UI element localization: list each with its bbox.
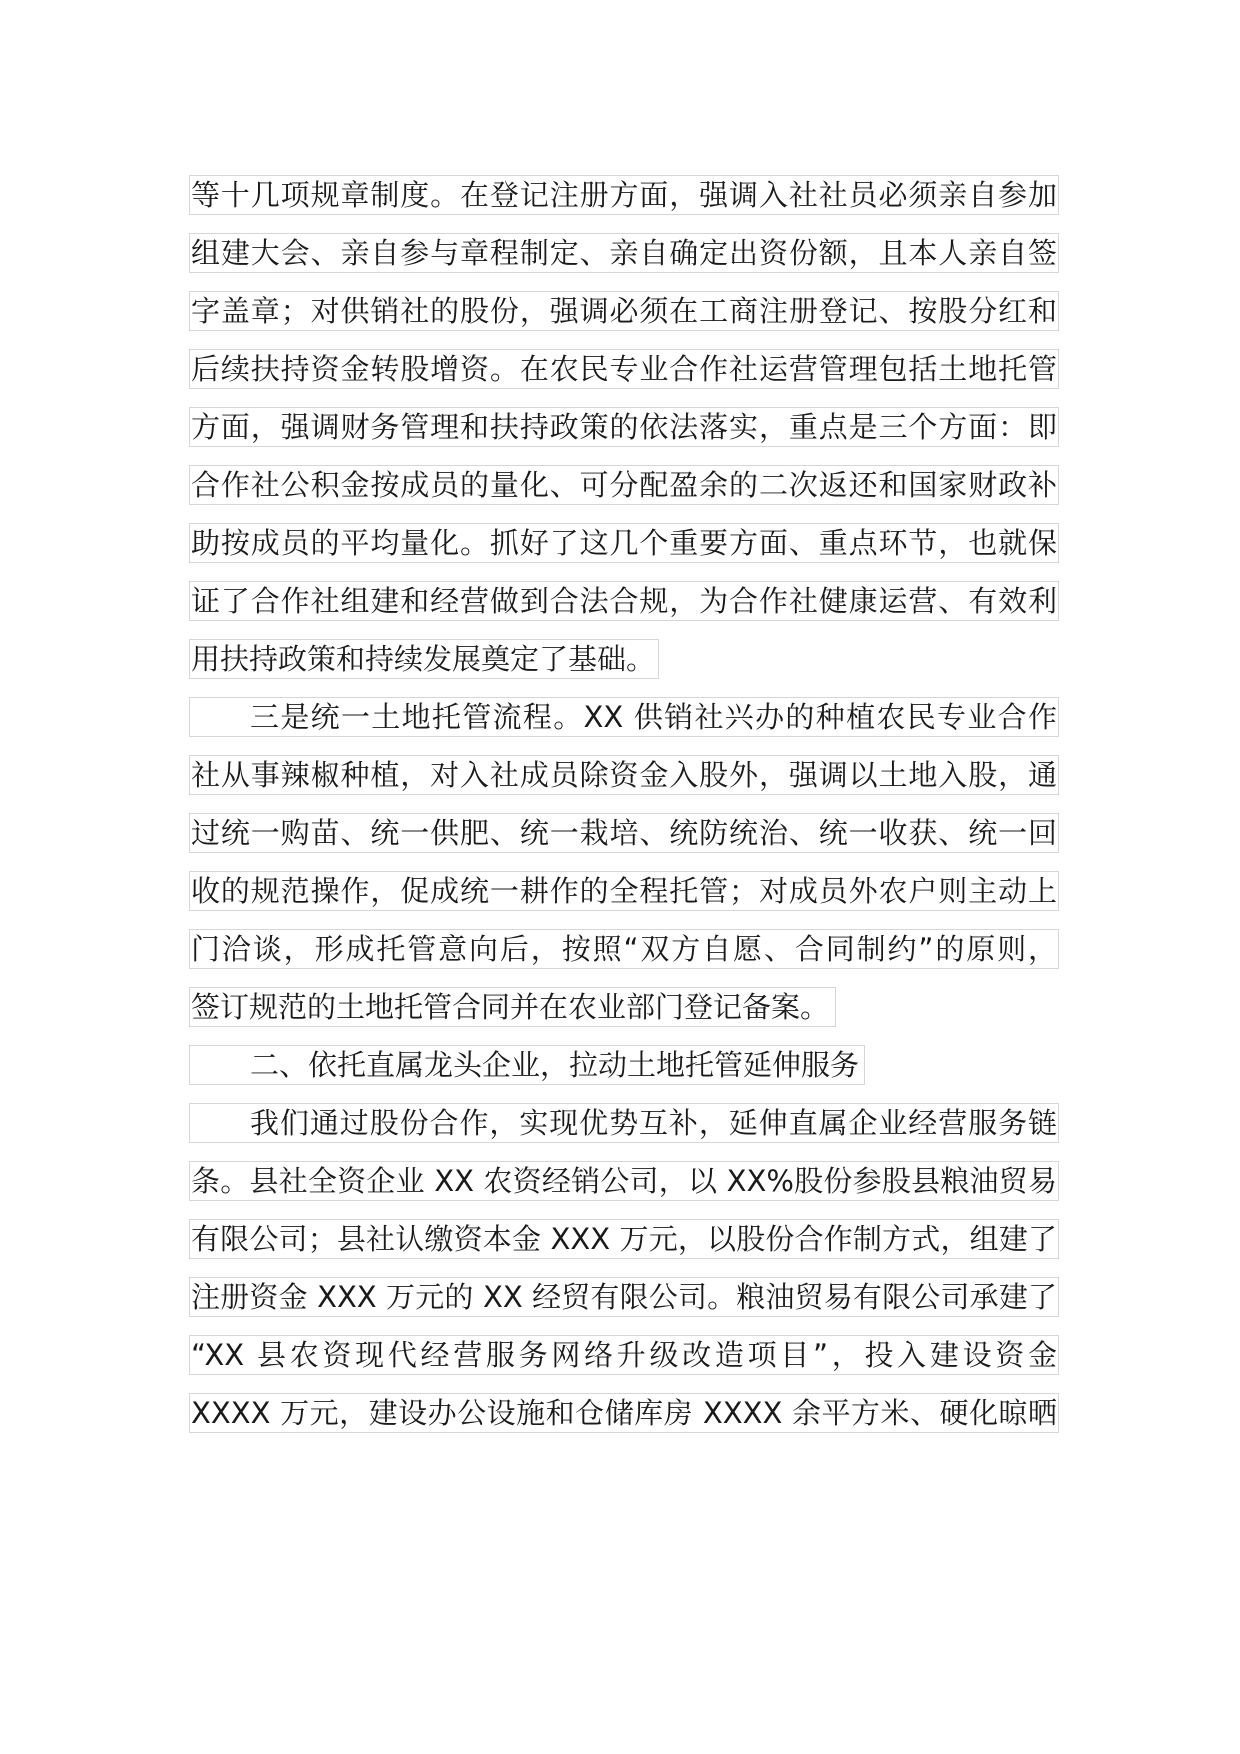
text-line: 组建大会、亲自参与章程制定、亲自确定出资份额，且本人亲自签 <box>189 233 1059 273</box>
text-line: 签订规范的土地托管合同并在农业部门登记备案。 <box>189 987 836 1027</box>
text-line: 过统一购苗、统一供肥、统一栽培、统防统治、统一收获、统一回 <box>189 813 1059 853</box>
text-line: 后续扶持资金转股增资。在农民专业合作社运营管理包括土地托管 <box>189 349 1059 389</box>
text-line: 助按成员的平均量化。抓好了这几个重要方面、重点环节，也就保 <box>189 523 1059 563</box>
text-line: 注册资金 XXX 万元的 XX 经贸有限公司。粮油贸易有限公司承建了 <box>189 1277 1059 1317</box>
text-line: XXXX 万元，建设办公设施和仓储库房 XXXX 余平方米、硬化晾晒 <box>189 1393 1059 1433</box>
text-line: 有限公司；县社认缴资本金 XXX 万元，以股份合作制方式，组建了 <box>189 1219 1059 1259</box>
text-line: 条。县社全资企业 XX 农资经销公司，以 XX%股份参股县粮油贸易 <box>189 1161 1059 1201</box>
section-heading: 二、依托直属龙头企业，拉动土地托管延伸服务 <box>189 1045 865 1085</box>
text-line: 合作社公积金按成员的量化、可分配盈余的二次返还和国家财政补 <box>189 465 1059 505</box>
text-line: 等十几项规章制度。在登记注册方面，强调入社社员必须亲自参加 <box>189 175 1059 215</box>
text-line: 社从事辣椒种植，对入社成员除资金入股外，强调以土地入股，通 <box>189 755 1059 795</box>
text-line: 用扶持政策和持续发展奠定了基础。 <box>189 639 659 679</box>
paragraph-first-line: 三是统一土地托管流程。XX 供销社兴办的种植农民专业合作 <box>189 697 1059 737</box>
text-line: 方面，强调财务管理和扶持政策的依法落实，重点是三个方面：即 <box>189 407 1059 447</box>
paragraph-first-line: 我们通过股份合作，实现优势互补，延伸直属企业经营服务链 <box>189 1103 1059 1143</box>
text-line: 证了合作社组建和经营做到合法合规，为合作社健康运营、有效利 <box>189 581 1059 621</box>
text-line: “XX 县农资现代经营服务网络升级改造项目”，投入建设资金 <box>189 1335 1059 1375</box>
text-line: 字盖章；对供销社的股份，强调必须在工商注册登记、按股分红和 <box>189 291 1059 331</box>
text-line: 收的规范操作，促成统一耕作的全程托管；对成员外农户则主动上 <box>189 871 1059 911</box>
text-line: 门洽谈，形成托管意向后，按照“双方自愿、合同制约”的原则， <box>189 929 1059 969</box>
